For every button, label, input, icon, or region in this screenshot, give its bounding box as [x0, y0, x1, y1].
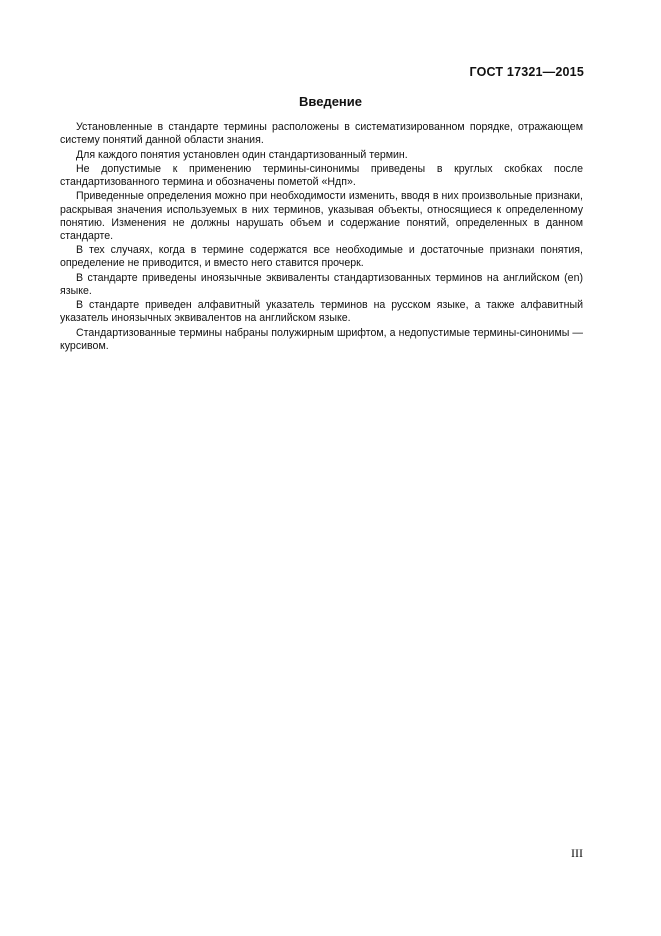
paragraph-definitions: Приведенные определения можно при необходимости изменить, вводя в них произвольные признаки, раскрывая значения используемых в них терминов, указывая объекты, относящиеся к определенному понятию. Изменения не должны нарушать объем и содержание понятий, определенных в данном стандарте.: [60, 190, 583, 242]
introduction-body: [60, 121, 583, 354]
paragraph-equivalents: В стандарте приведены иноязычные эквиваленты стандартизованных терминов на английском (en) языке.: [60, 271, 583, 297]
page-number: III: [571, 846, 583, 860]
paragraph-terms-arrangement: Установленные в стандарте термины расположены в систематизированном порядке, отражающем систему понятий данной области знания.: [60, 121, 583, 147]
paragraph-one-term: Для каждого понятия установлен один стандартизованный термин.: [76, 148, 408, 161]
document-code: ГОСТ 17321—2015: [469, 65, 584, 79]
paragraph-no-definition: В тех случаях, когда в термине содержатся все необходимые и достаточные признаки понятия, определение не приводится, и вместо него ставится прочерк.: [60, 244, 583, 270]
paragraph-index: В стандарте приведен алфавитный указатель терминов на русском языке, а также алфавитный указатель иноязычных эквивалентов на английском языке.: [60, 299, 583, 325]
paragraph-typography: Стандартизованные термины набраны полужирным шрифтом, а недопустимые термины-синонимы — курсивом.: [60, 326, 583, 352]
paragraph-synonyms: Не допустимые к применению термины-синонимы приведены в круглых скобках после стандартизованного термина и обозначены пометой «Ндп».: [60, 162, 583, 188]
section-title: Введение: [299, 94, 362, 109]
